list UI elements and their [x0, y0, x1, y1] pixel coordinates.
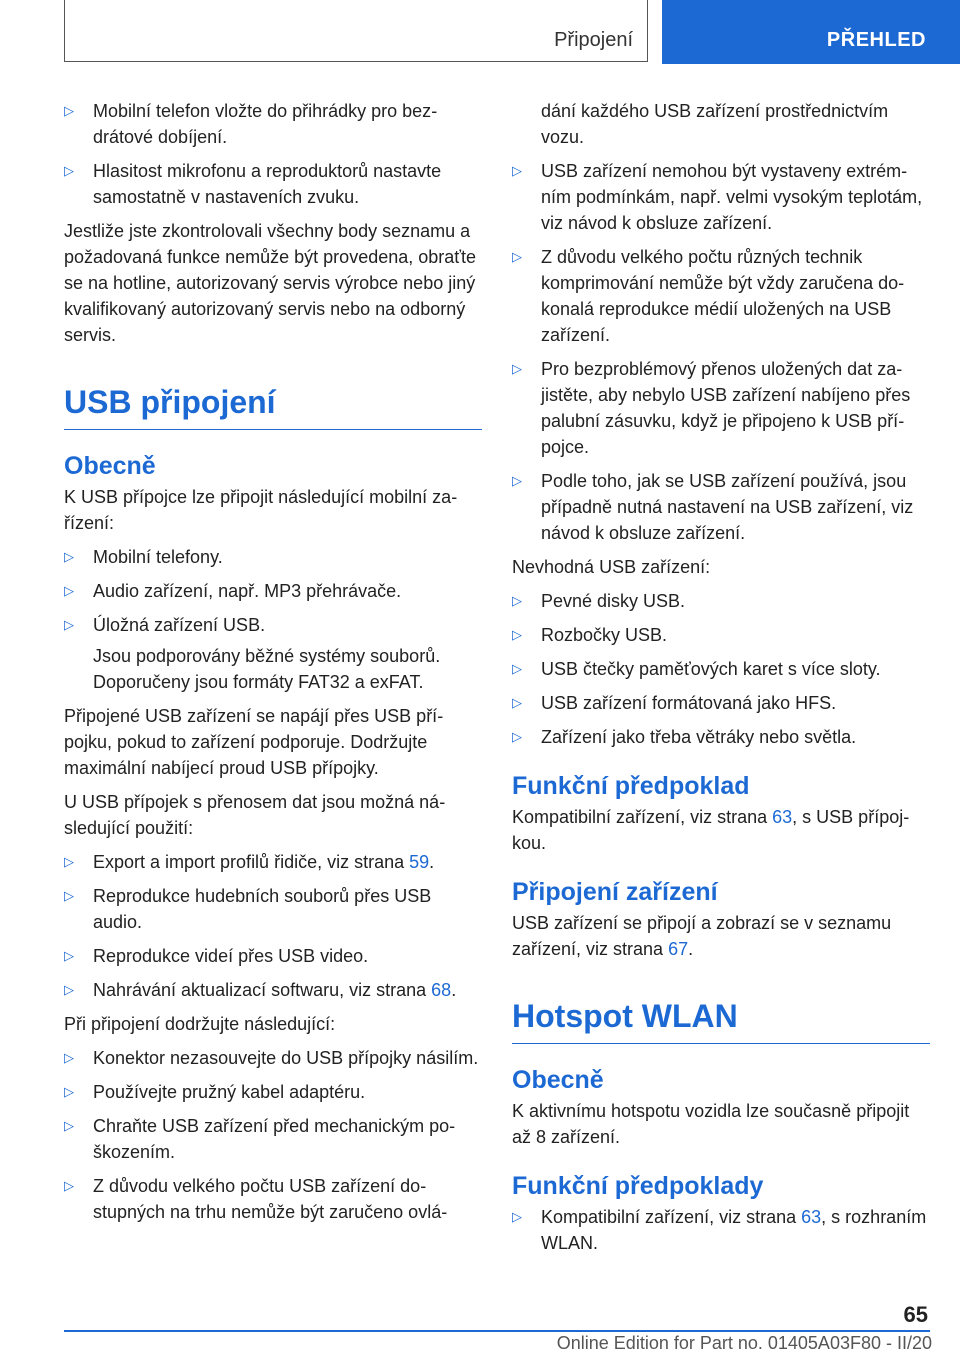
- list-item: ▷ Pevné disky USB.: [512, 588, 930, 614]
- subheading-requirements: Funkční předpoklady: [512, 1172, 764, 1200]
- bullet-triangle-icon: ▷: [64, 854, 74, 869]
- header-section-title: Připojení: [554, 29, 633, 51]
- header-tab[interactable]: [662, 0, 960, 64]
- bullet-triangle-icon: ▷: [64, 583, 74, 598]
- list-item-continuation: dání každého USB zařízení prostřednictvím vozu.: [541, 101, 889, 147]
- bullet-triangle-icon: ▷: [512, 1209, 522, 1224]
- bullet-triangle-icon: ▷: [512, 729, 522, 744]
- header-section-box: [64, 0, 648, 62]
- list-item: ▷ Úložná zařízení USB.: [64, 612, 482, 638]
- footer-edition: Online Edition for Part no. 01405A03F80 - II/20: [556, 1333, 932, 1353]
- subheading-connect-device: Připojení zařízení: [512, 878, 718, 906]
- subheading-requirement: Funkční předpoklad: [512, 772, 750, 800]
- bullet-triangle-icon: ▷: [64, 1178, 74, 1193]
- list-item: ▷ Mobilní telefony.: [64, 544, 482, 570]
- bullet-triangle-icon: ▷: [64, 888, 74, 903]
- bullet-triangle-icon: ▷: [512, 661, 522, 676]
- list-item: ▷ Mobilní telefon vložte do přihrádky pro bezdrátové dobíjení.: [64, 98, 482, 150]
- bullet-triangle-icon: ▷: [64, 163, 74, 178]
- left-column: [64, 98, 482, 1233]
- list-item: ▷ USB zařízení nemohou být vystaveny extrémním podmínkám, např. velmi vysokým teplotám, viz návod k obsluze zařízení.: [512, 158, 930, 236]
- list-item: ▷ Reprodukce hudebních souborů přes USB audio.: [64, 883, 482, 935]
- list-item: ▷ Chraňte USB zařízení před mechanickým poškozením.: [64, 1113, 482, 1165]
- list-item: ▷ Z důvodu velkého počtu USB zařízení dostupných na trhu nemůže být zaručeno ovlá-: [64, 1173, 482, 1225]
- list-item: ▷ Reprodukce videí přes USB video.: [64, 943, 482, 969]
- paragraph: Jestliže jste zkontrolovali všechny body seznamu a požadovaná funkce nemůže být provedena, obraťte se na hotline, autorizovaný servis výrobce nebo jiný kvalifikovaný autorizovaný servis nebo na odborný servis.: [64, 221, 477, 345]
- bullet-triangle-icon: ▷: [64, 617, 74, 632]
- paragraph: K USB přípojce lze připojit následující mobilní zařízení:: [64, 487, 458, 533]
- bullet-triangle-icon: ▷: [512, 163, 522, 178]
- bullet-triangle-icon: ▷: [64, 982, 74, 997]
- list-item: ▷ Rozbočky USB.: [512, 622, 930, 648]
- list-item: ▷ Podle toho, jak se USB zařízení používá, jsou případně nutná nastavení na USB zařízení, viz návod k obsluze zařízení.: [512, 468, 930, 546]
- bullet-triangle-icon: ▷: [512, 695, 522, 710]
- subheading-general-hotspot: Obecně: [512, 1066, 604, 1094]
- page-link-63[interactable]: 63: [772, 807, 793, 827]
- bullet-triangle-icon: ▷: [512, 249, 522, 264]
- section-heading-hotspot: Hotspot WLAN: [512, 998, 930, 1044]
- paragraph: Připojené USB zařízení se napájí přes USB přípojku, pokud to zařízení podporuje. Dodržujte maximální nabíjecí proud USB přípojky.: [64, 706, 444, 778]
- bullet-triangle-icon: ▷: [64, 1118, 74, 1133]
- bullet-triangle-icon: ▷: [64, 1050, 74, 1065]
- bullet-triangle-icon: ▷: [64, 103, 74, 118]
- list-item: ▷ Nahrávání aktualizací softwaru, viz strana 68.: [64, 977, 482, 1003]
- section-heading-usb: USB připojení: [64, 384, 482, 430]
- right-column: [512, 98, 930, 1264]
- paragraph: K aktivnímu hotspotu vozidla lze současně připojit až 8 zařízení.: [512, 1101, 910, 1147]
- paragraph: Při připojení dodržujte následující:: [64, 1014, 336, 1034]
- bullet-triangle-icon: ▷: [512, 627, 522, 642]
- bullet-triangle-icon: ▷: [64, 549, 74, 564]
- list-item: ▷ Pro bezproblémový přenos uložených dat zajistěte, aby nebylo USB zařízení nabíjeno přes palubní zásuvku, když je připojeno k USB přípojce.: [512, 356, 930, 460]
- list-item-note: Jsou podporovány běžné systémy souborů. Doporučeny jsou formáty FAT32 a exFAT.: [93, 646, 441, 692]
- list-item: ▷ USB čtečky paměťových karet s více sloty.: [512, 656, 930, 682]
- footer-divider: [64, 1330, 930, 1332]
- bullet-triangle-icon: ▷: [512, 473, 522, 488]
- subheading-general: Obecně: [64, 452, 156, 480]
- header-tab-label: PŘEHLED: [826, 29, 926, 51]
- page-link-63-b[interactable]: 63: [801, 1207, 822, 1227]
- list-item: ▷ Zařízení jako třeba větráky nebo světla.: [512, 724, 930, 750]
- paragraph: Nevhodná USB zařízení:: [512, 557, 711, 577]
- list-item: ▷ Export a import profilů řidiče, viz strana 59.: [64, 849, 482, 875]
- page-number: 65: [903, 1302, 928, 1327]
- list-item: ▷ USB zařízení formátovaná jako HFS.: [512, 690, 930, 716]
- list-item: ▷ Z důvodu velkého počtu různých technik komprimování nemůže být vždy zaručena dokonalá reprodukce médií uložených na USB zařízení.: [512, 244, 930, 348]
- bullet-triangle-icon: ▷: [512, 593, 522, 608]
- bullet-triangle-icon: ▷: [64, 1084, 74, 1099]
- bullet-triangle-icon: ▷: [64, 948, 74, 963]
- list-item: ▷ Konektor nezasouvejte do USB přípojky násilím.: [64, 1045, 482, 1071]
- list-item: ▷ Audio zařízení, např. MP3 přehrávače.: [64, 578, 482, 604]
- page-link-68[interactable]: 68: [431, 980, 452, 1000]
- list-item: ▷ Hlasitost mikrofonu a reproduktorů nastavte samostatně v nastaveních zvuku.: [64, 158, 482, 210]
- paragraph: USB zařízení se připojí a zobrazí se v seznamu zařízení, viz strana 67.: [512, 913, 892, 959]
- list-item: ▷ Kompatibilní zařízení, viz strana 63, s rozhraním WLAN.: [512, 1204, 930, 1256]
- page-link-67[interactable]: 67: [668, 939, 689, 959]
- paragraph: Kompatibilní zařízení, viz strana 63, s USB přípojkou.: [512, 807, 910, 853]
- page-link-59[interactable]: 59: [409, 852, 430, 872]
- paragraph: U USB přípojek s přenosem dat jsou možná následující použití:: [64, 792, 446, 838]
- bullet-triangle-icon: ▷: [512, 361, 522, 376]
- list-item: ▷ Používejte pružný kabel adaptéru.: [64, 1079, 482, 1105]
